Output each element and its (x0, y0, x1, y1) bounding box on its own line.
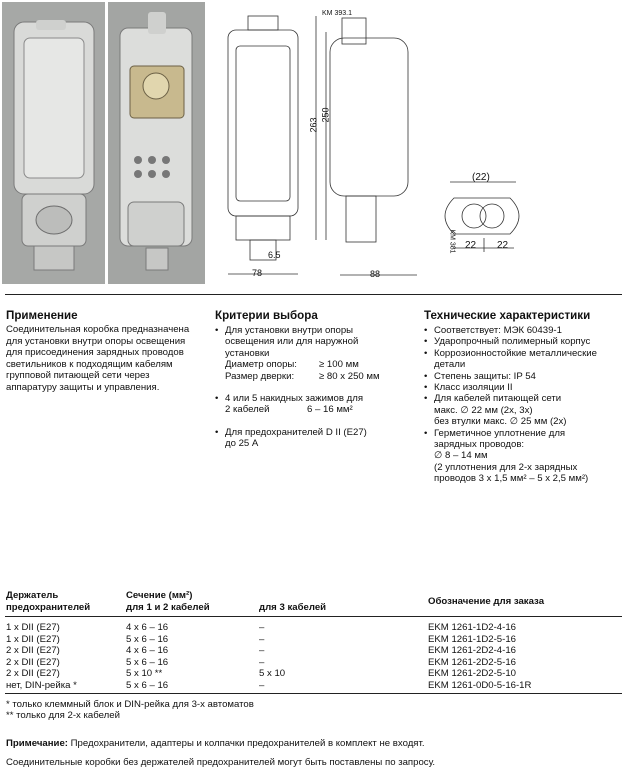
footnote-star: * только клеммный блок и DIN-рейка для 3-х автоматов (6, 699, 254, 710)
tech-item: • Ударопрочный полимерный корпус (424, 336, 624, 347)
table-header-three-cables: для 3 кабелей (259, 602, 327, 613)
tech-item: • Соответствует: МЭК 60439-1 (424, 325, 624, 336)
table-bottom-rule (5, 693, 622, 694)
table-header-section: Сечение (мм²) для 1 и 2 кабелей (126, 590, 210, 613)
note-text: Предохранители, адаптеры и колпачки предохранителей в комплект не входят. (67, 738, 425, 749)
criteria-list (215, 325, 415, 450)
tech-section (424, 309, 624, 485)
application-line: светильников к подходящим кабелям (6, 358, 173, 370)
tech-item: • Класс изоляции II (424, 382, 624, 393)
table-header-rule (5, 616, 622, 617)
technical-drawing (212, 8, 427, 290)
dim-263: 263 (308, 117, 319, 133)
table-row: 1 x DII (E27) 5 x 6 – 16 – EKM 1261-1D2-5-16 (6, 633, 516, 645)
dim-88: 88 (370, 269, 381, 279)
dim-6-5: 6.5 (268, 250, 281, 260)
tech-title: Технические характеристики (424, 309, 591, 322)
tech-item: • Коррозионностойкие металлические детали (424, 348, 624, 371)
open-box-illustration (108, 2, 205, 284)
closing-note: Соединительные коробки без держателей предохранителей могут быть поставлены по запросу. (6, 757, 436, 768)
tech-item: • Герметичное уплотнение для зарядных проводов: ∅ 8 – 14 мм (2 уплотнения для 2-х зарядных проводов 3 x 1,5 мм² – 5 x 2,5 мм²) (424, 428, 624, 485)
application-line: для установки внутри опоры освещения (6, 335, 186, 347)
product-photo-closed (2, 2, 105, 284)
tech-item: • Степень защиты: IP 54 (424, 371, 624, 382)
note (6, 738, 424, 749)
criteria-item-clamps: • 4 или 5 накидных зажимов для 2 кабелей 6 – 16 мм² (215, 393, 415, 416)
criteria-item-fuses: • Для предохранителей D II (E27) до 25 A (215, 427, 415, 450)
application-section (6, 309, 206, 394)
table-header-order: Обозначение для заказа (428, 596, 545, 607)
product-photo-open (108, 2, 205, 284)
cables-label: 2 кабелей (225, 404, 270, 416)
application-title: Применение (6, 309, 78, 322)
tech-item: • Для кабелей питающей сети макс. ∅ 22 мм (2x, 3x) без втулки макс. ∅ 25 мм (2x) (424, 393, 624, 427)
criteria-item-installation: • Для установки внутри опоры освещения или для наружной установки Диаметр опоры: ≥ 100 мм Размер дверки: ≥ 80 x 250 мм (215, 325, 415, 382)
table-header-holder: Держатель предохранителей (6, 590, 91, 613)
dim-22-top: (22) (472, 172, 490, 183)
dim-22-a: 22 (465, 240, 477, 251)
table-row: 2 x DII (E27) 5 x 6 – 16 – EKM 1261-2D2-5-16 (6, 656, 516, 668)
dim-250: 250 (320, 107, 331, 123)
application-line: групповой питающей сети через (6, 370, 150, 382)
criteria-title: Критерии выбора (215, 309, 318, 322)
dim-78: 78 (252, 268, 263, 278)
application-line: аппаратуру защиты и управления. (6, 381, 160, 393)
order-table (0, 590, 627, 700)
application-line: Соединительная коробка предназначена (6, 324, 190, 335)
footnote-double-star: ** только для 2-х кабелей (6, 710, 120, 721)
application-line: для присоединения зарядных проводов (6, 347, 184, 359)
note-label: Примечание: (6, 738, 68, 749)
door-size-value: ≥ 80 x 250 мм (319, 370, 380, 382)
table-row: 2 x DII (E27) 4 x 6 – 16 – EKM 1261-2D2-4-16 (6, 645, 516, 656)
table-row: 2 x DII (E27) 5 x 10 ** 5 x 10 EKM 1261-2D2-5-10 (6, 668, 516, 679)
table-row: 1 x DII (E27) 4 x 6 – 16 – EKM 1261-1D2-4-16 (6, 622, 516, 633)
section-divider (5, 294, 622, 295)
table-row: нет, DIN-рейка * 5 x 6 – 16 – EKM 1261-0D0-5-16-1R (6, 679, 532, 691)
cables-value: 6 – 16 мм² (307, 404, 353, 416)
criteria-section (215, 309, 415, 450)
tech-list (424, 325, 624, 485)
pole-diameter-label: Диаметр опоры: (225, 359, 297, 371)
closed-box-illustration (2, 2, 105, 284)
door-size-label: Размер дверки: (225, 370, 295, 382)
pole-diameter-value: ≥ 100 мм (319, 359, 359, 371)
dim-km381: KM 381 (448, 229, 456, 254)
dim-km-label: KM 393.1 (322, 10, 352, 17)
dim-22-b: 22 (497, 240, 509, 251)
